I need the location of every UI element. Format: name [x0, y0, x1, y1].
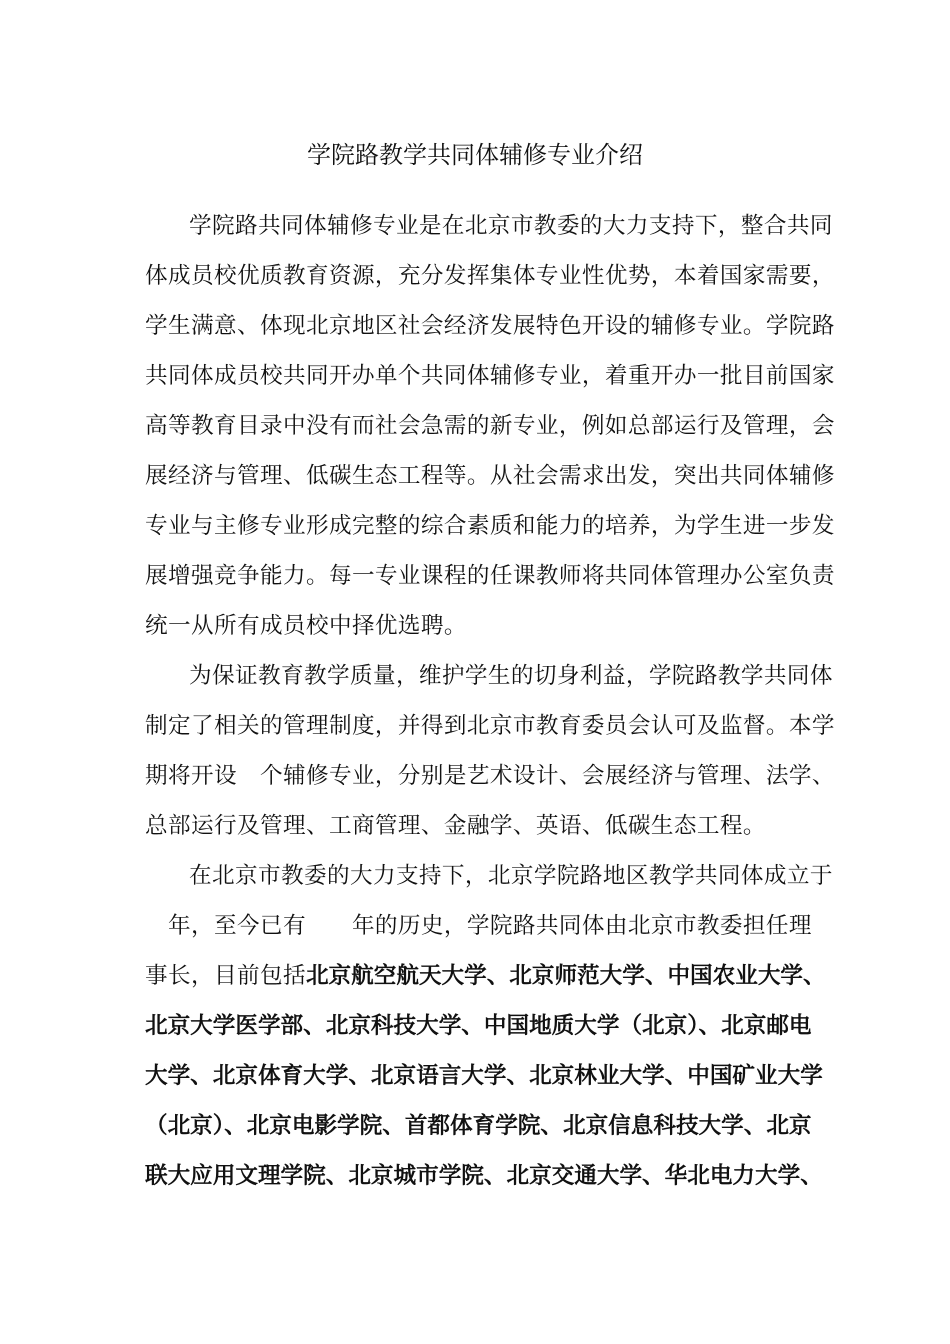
document-title: 学院路教学共同体辅修专业介绍: [307, 141, 643, 169]
university-list-line: 北京大学医学部、北京科技大学、中国地质大学（北京）、北京邮电: [145, 1013, 812, 1039]
paragraph-line: 年，至今已有 年的历史，学院路共同体由北京市教委担任理: [145, 913, 812, 939]
university-list-line: 大学、北京体育大学、北京语言大学、北京林业大学、中国矿业大学: [145, 1063, 823, 1089]
paragraph-line: 高等教育目录中没有而社会急需的新专业，例如总部运行及管理，会: [145, 413, 835, 439]
paragraph-line: 学院路共同体辅修专业是在北京市教委的大力支持下，整合共同: [189, 213, 833, 239]
paragraph-line: 统一从所有成员校中择优选聘。: [145, 613, 467, 639]
paragraph-line: 展增强竞争能力。每一专业课程的任课教师将共同体管理办公室负责: [145, 563, 835, 589]
paragraph-text: 事长，目前包括: [145, 963, 306, 989]
paragraph-line: 制定了相关的管理制度，并得到北京市教育委员会认可及监督。本学: [145, 713, 835, 739]
paragraph-line: 体成员校优质教育资源，充分发挥集体专业性优势，本着国家需要，: [145, 263, 835, 289]
paragraph-line: [145, 961, 826, 991]
paragraph-line: 为保证教育教学质量，维护学生的切身利益，学院路教学共同体: [189, 663, 833, 689]
paragraph-line: 总部运行及管理、工商管理、金融学、英语、低碳生态工程。: [145, 813, 766, 839]
paragraph-line: 学生满意、体现北京地区社会经济发展特色开设的辅修专业。学院路: [145, 313, 835, 339]
paragraph-line: 在北京市教委的大力支持下，北京学院路地区教学共同体成立于: [189, 863, 833, 889]
university-list-line: （北京）、北京电影学院、首都体育学院、北京信息科技大学、北京: [145, 1113, 812, 1139]
paragraph-line: 展经济与管理、低碳生态工程等。从社会需求出发，突出共同体辅修: [145, 463, 835, 489]
paragraph-line: 期将开设 个辅修专业，分别是艺术设计、会展经济与管理、法学、: [145, 763, 835, 789]
paragraph-line: 专业与主修专业形成完整的综合素质和能力的培养，为学生进一步发: [145, 513, 835, 539]
university-list-text: 北京航空航天大学、北京师范大学、中国农业大学、: [305, 963, 826, 989]
paragraph-line: 共同体成员校共同开办单个共同体辅修专业，着重开办一批目前国家: [145, 363, 835, 389]
university-list-line: 联大应用文理学院、北京城市学院、北京交通大学、华北电力大学、: [145, 1163, 823, 1189]
